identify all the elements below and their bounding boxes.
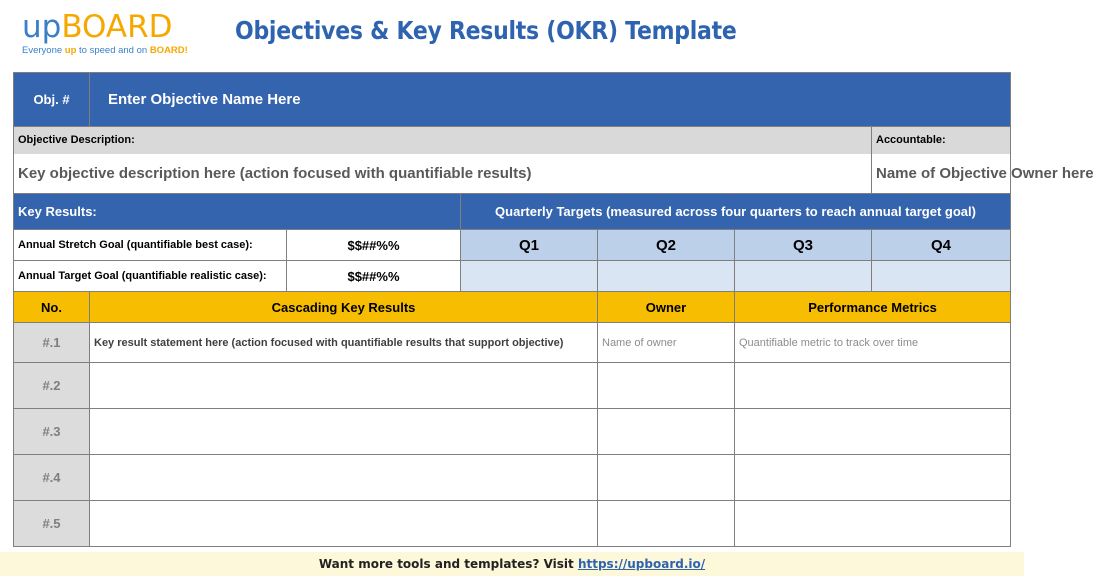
key-result-statement[interactable] <box>90 455 598 501</box>
logo-tagline: Everyone up to speed and on BOARD! <box>22 45 188 56</box>
quarter-header: Q2 <box>598 230 735 261</box>
metric-cell[interactable] <box>735 455 1011 501</box>
row-number: #.2 <box>14 363 90 409</box>
stretch-goal-value[interactable]: $$##%% <box>287 230 461 261</box>
footer-text: Want more tools and templates? Visit <box>318 557 578 571</box>
key-result-statement[interactable] <box>90 409 598 455</box>
objective-description-label: Objective Description: <box>14 127 872 154</box>
table-row <box>14 363 1011 409</box>
objective-name-field[interactable]: Enter Objective Name Here <box>90 73 1011 127</box>
accountable-label: Accountable: <box>872 127 1011 154</box>
key-result-statement[interactable]: Key result statement here (action focused with quantifiable results that support objective) <box>90 323 598 363</box>
cascading-column-header: Cascading Key Results <box>90 292 598 323</box>
objective-description-field[interactable]: Key objective description here (action focused with quantifiable results) <box>14 154 872 194</box>
row-number: #.4 <box>14 455 90 501</box>
owner-cell[interactable]: Name of owner <box>598 323 735 363</box>
objective-number-label: Obj. # <box>14 73 90 127</box>
owner-column-header: Owner <box>598 292 735 323</box>
quarter-header: Q1 <box>461 230 598 261</box>
owner-cell[interactable] <box>598 501 735 547</box>
key-result-statement[interactable] <box>90 363 598 409</box>
okr-table <box>13 72 1094 547</box>
metric-cell[interactable] <box>735 363 1011 409</box>
row-number: #.3 <box>14 409 90 455</box>
quarter-header: Q3 <box>735 230 872 261</box>
table-row <box>14 501 1011 547</box>
row-number: #.5 <box>14 501 90 547</box>
owner-cell[interactable] <box>598 455 735 501</box>
metric-cell[interactable] <box>735 409 1011 455</box>
upboard-logo <box>22 10 192 62</box>
objective-owner-field[interactable]: Name of Objective Owner here <box>872 154 1011 194</box>
stretch-goal-label: Annual Stretch Goal (quantifiable best case): <box>14 230 287 261</box>
quarter-target-cell[interactable] <box>872 261 1011 292</box>
table-row <box>14 323 1011 363</box>
quarter-header: Q4 <box>872 230 1011 261</box>
quarter-target-cell[interactable] <box>598 261 735 292</box>
metric-cell[interactable] <box>735 501 1011 547</box>
upboard-link[interactable]: https://upboard.io/ <box>577 557 706 571</box>
page-title: Objectives & Key Results (OKR) Template <box>235 16 737 45</box>
no-column-header: No. <box>14 292 90 323</box>
table-row <box>14 455 1011 501</box>
logo-wordmark: upBOARD <box>22 9 173 45</box>
metric-cell[interactable]: Quantifiable metric to track over time <box>735 323 1011 363</box>
key-results-label: Key Results: <box>14 194 461 230</box>
owner-cell[interactable] <box>598 363 735 409</box>
quarter-target-cell[interactable] <box>461 261 598 292</box>
target-goal-label: Annual Target Goal (quantifiable realistic case): <box>14 261 287 292</box>
table-row <box>14 409 1011 455</box>
quarter-target-cell[interactable] <box>735 261 872 292</box>
row-number: #.1 <box>14 323 90 363</box>
owner-cell[interactable] <box>598 409 735 455</box>
metrics-column-header: Performance Metrics <box>735 292 1011 323</box>
key-result-statement[interactable] <box>90 501 598 547</box>
quarterly-targets-label: Quarterly Targets (measured across four quarters to reach annual target goal) <box>461 194 1011 230</box>
footer-banner <box>0 552 1024 576</box>
target-goal-value[interactable]: $$##%% <box>287 261 461 292</box>
